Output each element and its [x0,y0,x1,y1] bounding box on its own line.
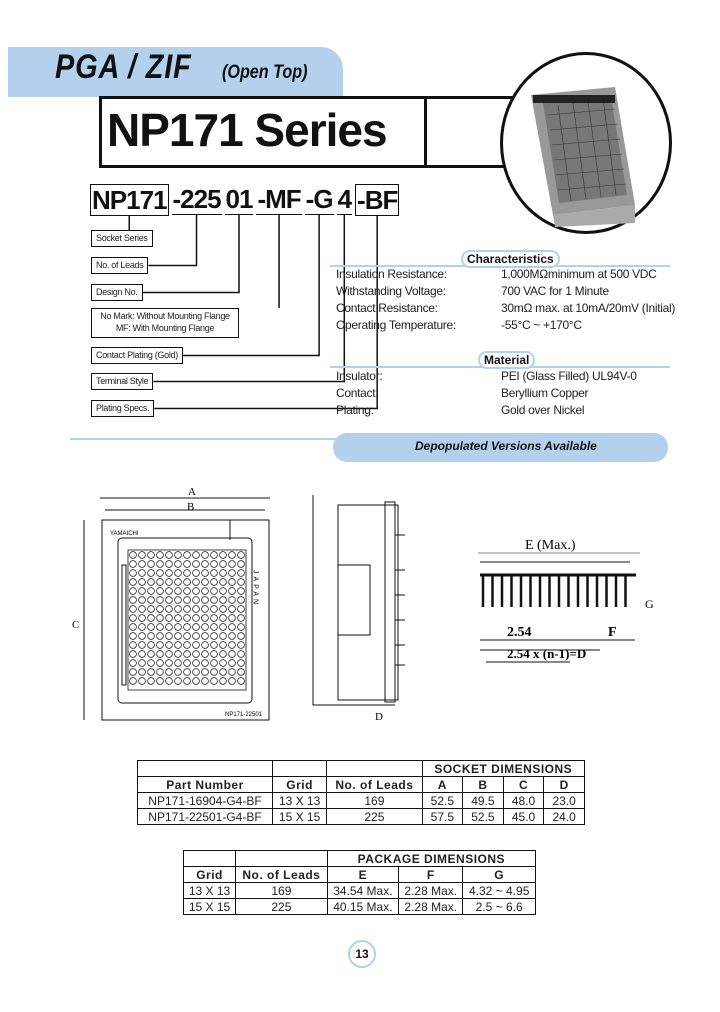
pin-hole [157,678,164,685]
pin-hole [220,642,227,649]
pin-hole [175,588,182,595]
category-note: (Open Top) [222,62,308,83]
pin-hole [184,624,191,631]
char-value: -55°C ~ +170°C [501,318,582,332]
pin-hole [238,651,245,658]
cell: NP171-16904-G4-BF [138,793,273,809]
pin-hole [148,552,155,559]
pin-hole [148,633,155,640]
pin-hole [193,570,200,577]
pin-hole [220,588,227,595]
col-header: C [503,777,544,793]
pin-hole [148,660,155,667]
pin-hole [157,552,164,559]
material-heading: Material [478,351,535,369]
pin-hole [211,570,218,577]
pin-hole [139,651,146,658]
pin-hole [184,669,191,676]
material-label: Contact: [336,386,379,400]
pin-hole [157,606,164,613]
pin-hole [193,669,200,676]
leader-line [143,215,239,293]
pin-hole [148,597,155,604]
legend-flange-no-mark: No Mark: Without Mounting Flange [100,311,230,321]
cell: 169 [236,883,328,899]
cell: 2.28 Max. [399,899,463,915]
pin-hole [211,606,218,613]
pin-hole [229,570,236,577]
pin-hole [139,678,146,685]
pin-hole [202,678,209,685]
pin-hole [157,588,164,595]
col-header: No. of Leads [236,867,328,883]
table-row [184,883,536,899]
cell: 24.0 [544,809,585,825]
legend-flange [91,308,239,338]
pin-hole [148,561,155,568]
pin-grid [130,552,245,685]
pin-hole [139,633,146,640]
pin-hole [184,615,191,622]
pin-hole [220,597,227,604]
material-label: Insulator: [336,369,383,383]
pin-hole [238,669,245,676]
pin-hole [166,651,173,658]
pin-hole [211,588,218,595]
pin-hole [238,624,245,631]
pin-hole [184,678,191,685]
cell: 2.5 ~ 6.6 [463,899,536,915]
pin-hole [238,615,245,622]
cell: 57.5 [422,809,463,825]
pin-hole [229,579,236,586]
pin-hole [130,678,137,685]
col-header: Part Number [138,777,273,793]
pin-hole [139,642,146,649]
pin-hole [139,606,146,613]
socket-dimensions-table [137,760,585,825]
country-mark: JAPAN [251,570,259,608]
pin-hole [130,570,137,577]
pin-hole [229,606,236,613]
pin-hole [220,552,227,559]
cell: 225 [236,899,328,915]
pin-hole [220,579,227,586]
pin-hole [220,606,227,613]
pin-hole [148,642,155,649]
pin-hole [148,651,155,658]
pin-hole [193,615,200,622]
pin-hole [229,552,236,559]
dim-label-b: B [187,501,195,513]
char-value: 30mΩ max. at 10mA/20mV (Initial) [501,301,676,315]
pin-hole [157,624,164,631]
pin-hole [202,597,209,604]
pin-hole [166,660,173,667]
pin-hole [175,615,182,622]
dim-label-a: A [188,486,196,498]
pin-hole [175,552,182,559]
pin-hole [211,561,218,568]
dim-label-d: D [375,711,383,723]
col-header: Grid [184,867,236,883]
pin-hole [220,651,227,658]
dim-label-g: G [645,597,654,611]
pin-hole [130,624,137,631]
pin-hole [130,588,137,595]
pin-hole [166,579,173,586]
legend-plating-specs: Plating Specs. [91,400,154,417]
pin-hole [202,588,209,595]
pin-hole [157,597,164,604]
pin-hole [202,633,209,640]
cell: 48.0 [503,793,544,809]
pin-hole [211,579,218,586]
pin-hole [193,633,200,640]
col-header: F [399,867,463,883]
material-value: Gold over Nickel [501,403,585,417]
cell: 13 X 13 [272,793,326,809]
pin-hole [175,579,182,586]
pin-hole [220,660,227,667]
pin-hole [238,561,245,568]
pin-hole [166,642,173,649]
package-table-title: PACKAGE DIMENSIONS [327,851,535,867]
cell: NP171-22501-G4-BF [138,809,273,825]
dim-label-formula: 2.54 x (n-1)=D [507,646,587,661]
pin-hole [238,660,245,667]
table-row [138,793,585,809]
pin-hole [184,651,191,658]
code-series: NP171 [92,185,167,215]
pin-hole [175,624,182,631]
pin-hole [202,570,209,577]
dim-label-c: C [72,619,80,631]
socket-table-title: SOCKET DIMENSIONS [422,761,584,777]
pin-hole [193,561,200,568]
pin-hole [139,552,146,559]
pin-hole [211,669,218,676]
pin-hole [175,669,182,676]
pin-hole [175,597,182,604]
pin-hole [148,669,155,676]
material-label: Plating: [336,403,374,417]
pin-hole [220,561,227,568]
pin-hole [193,597,200,604]
series-title: NP171 Series [107,104,387,156]
pin-hole [166,624,173,631]
pin-hole [193,651,200,658]
pin-hole [202,561,209,568]
pin-hole [184,597,191,604]
col-header: E [327,867,398,883]
pin-hole [202,651,209,658]
pin-hole [184,660,191,667]
pin-hole [175,642,182,649]
pin-hole [202,624,209,631]
pin-hole [139,597,146,604]
pin-hole [229,651,236,658]
depopulated-text: Depopulated Versions Available [415,439,597,453]
pin-hole [193,588,200,595]
model-mark: NP171-22501 [225,712,263,718]
pin-hole [130,579,137,586]
pin-hole [229,561,236,568]
cell: 225 [327,809,422,825]
pin-hole [157,633,164,640]
legend-terminal-style: Terminal Style [91,373,153,390]
cell: 4.32 ~ 4.95 [463,883,536,899]
code-plating: -G [305,184,333,214]
pin-hole [229,597,236,604]
pin-hole [184,633,191,640]
pin-hole [211,651,218,658]
code-design: 01 [225,184,253,214]
brand-mark: YAMAICHI [110,531,139,537]
pin-hole [229,669,236,676]
pin-hole [211,642,218,649]
pin-hole [238,597,245,604]
pin-hole [139,660,146,667]
pin-hole [211,633,218,640]
lead-pins [483,575,626,607]
pin-hole [184,552,191,559]
cell: 15 X 15 [184,899,236,915]
col-header: G [463,867,536,883]
pin-hole [130,669,137,676]
pin-hole [139,624,146,631]
pin-hole [211,678,218,685]
pin-hole [157,642,164,649]
pin-hole [157,615,164,622]
package-dimensions-table [183,850,536,915]
pin-hole [139,615,146,622]
pin-hole [166,570,173,577]
pin-hole [157,579,164,586]
char-value: 700 VAC for 1 Minute [501,284,609,298]
pin-hole [184,579,191,586]
pin-hole [220,615,227,622]
legend-no-of-leads: No. of Leads [91,257,148,274]
pin-hole [238,570,245,577]
pin-hole [166,633,173,640]
cell: 45.0 [503,809,544,825]
cell: 34.54 Max. [327,883,398,899]
banner-rule [70,438,340,440]
pin-hole [148,588,155,595]
pin-hole [130,642,137,649]
pin-hole [175,651,182,658]
char-label: Withstanding Voltage: [336,284,446,298]
material-value: Beryllium Copper [501,386,589,400]
cell: 52.5 [463,809,504,825]
pin-hole [166,669,173,676]
dim-label-pitch: 2.54 [507,625,532,640]
pin-hole [139,669,146,676]
char-value: 1,000MΩminimum at 500 VDC [501,267,657,281]
table-row [138,809,585,825]
leader-line [148,215,196,266]
pin-hole [211,615,218,622]
char-label: Contact Resistance: [336,301,438,315]
pin-hole [202,642,209,649]
pin-hole [130,660,137,667]
cell: 2.28 Max. [399,883,463,899]
pin-hole [202,606,209,613]
pin-hole [157,660,164,667]
cell: 169 [327,793,422,809]
pin-hole [193,579,200,586]
col-header: No. of Leads [327,777,422,793]
pin-hole [166,561,173,568]
pin-hole [193,624,200,631]
pin-hole [220,633,227,640]
pin-hole [229,588,236,595]
legend-socket-series: Socket Series [91,230,153,247]
pin-hole [175,660,182,667]
dim-label-f: F [608,625,617,640]
pin-hole [130,651,137,658]
pin-hole [157,651,164,658]
pin-hole [211,624,218,631]
pin-hole [193,660,200,667]
pin-hole [202,552,209,559]
pin-hole [220,678,227,685]
characteristics-heading: Characteristics [461,250,560,268]
pin-hole [229,615,236,622]
char-label: Operating Temperature: [336,318,456,332]
pin-hole [166,597,173,604]
pin-hole [229,633,236,640]
pin-hole [238,633,245,640]
pin-hole [148,624,155,631]
pin-hole [166,615,173,622]
char-label: Insulation Resistance: [336,267,447,281]
pin-hole [175,570,182,577]
pin-hole [211,552,218,559]
pin-hole [157,561,164,568]
pin-hole [130,597,137,604]
cell: 23.0 [544,793,585,809]
legend-design-no: Design No. [91,284,143,301]
dimension-drawings [70,480,654,730]
code-flange: -MF [257,184,301,214]
col-header: D [544,777,585,793]
cell: 15 X 15 [272,809,326,825]
table-row [184,899,536,915]
col-header: B [463,777,504,793]
pin-hole [175,678,182,685]
pin-hole [130,606,137,613]
pin-hole [157,570,164,577]
pin-hole [139,570,146,577]
pin-hole [193,642,200,649]
pin-hole [130,615,137,622]
pin-hole [148,570,155,577]
pin-hole [148,606,155,613]
code-plating-spec: -BF [357,185,398,215]
pin-hole [175,633,182,640]
pin-hole [220,669,227,676]
dim-label-e: E (Max.) [525,538,576,553]
pin-hole [148,615,155,622]
pin-hole [220,570,227,577]
pin-hole [166,588,173,595]
pin-hole [211,597,218,604]
pin-hole [202,579,209,586]
pin-hole [202,660,209,667]
pin-hole [229,624,236,631]
cell: 40.15 Max. [327,899,398,915]
pin-hole [193,552,200,559]
pin-hole [238,552,245,559]
pin-hole [238,579,245,586]
col-header: Grid [272,777,326,793]
pin-hole [175,561,182,568]
pin-hole [238,642,245,649]
pin-hole [166,552,173,559]
category-title: PGA / ZIF [55,48,192,86]
pin-hole [193,606,200,613]
col-header: A [422,777,463,793]
pin-hole [157,669,164,676]
cell: 49.5 [463,793,504,809]
pin-hole [229,660,236,667]
pin-hole [139,579,146,586]
pin-hole [229,642,236,649]
pin-hole [139,588,146,595]
pin-hole [184,561,191,568]
page-number: 13 [348,940,376,968]
pin-hole [184,570,191,577]
pin-hole [238,606,245,613]
pin-hole [166,678,173,685]
pin-hole [130,561,137,568]
pin-hole [238,678,245,685]
pin-hole [220,624,227,631]
legend-flange-mf: MF: With Mounting Flange [115,323,215,333]
pin-hole [175,606,182,613]
pin-hole [148,579,155,586]
pin-hole [202,615,209,622]
code-leads: -225 [172,184,221,214]
pin-hole [229,678,236,685]
cell: 13 X 13 [184,883,236,899]
pin-hole [184,642,191,649]
pin-hole [238,588,245,595]
pin-hole [184,606,191,613]
pin-hole [130,633,137,640]
legend-contact-plating: Contact Plating (Gold) [91,347,183,364]
material-value: PEI (Glass Filled) UL94V-0 [501,369,637,383]
pin-hole [184,588,191,595]
pin-hole [148,678,155,685]
pin-hole [139,561,146,568]
pin-hole [211,660,218,667]
pin-hole [193,678,200,685]
code-terminal: 4 [337,184,352,214]
pin-hole [202,669,209,676]
pin-hole [130,552,137,559]
cell: 52.5 [422,793,463,809]
pin-hole [166,606,173,613]
